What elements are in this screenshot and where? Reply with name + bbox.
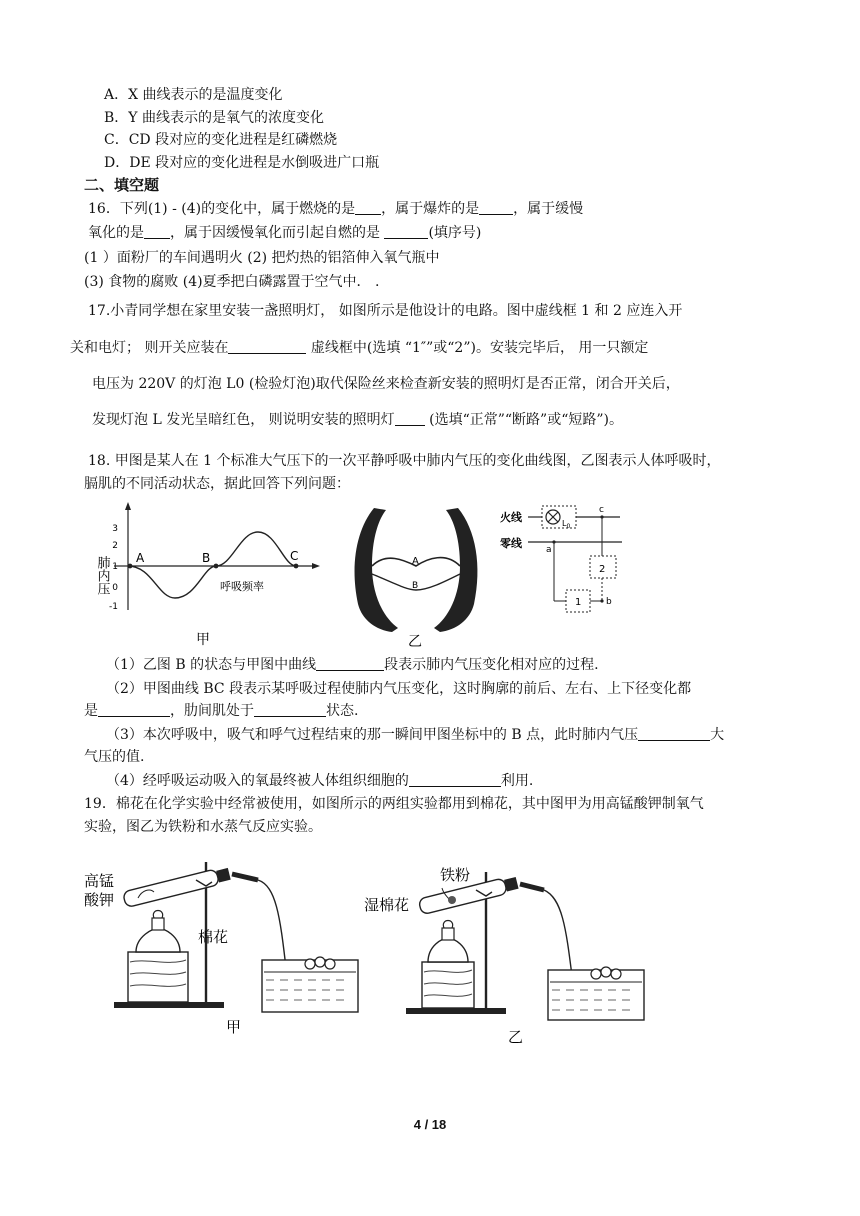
state-a-label: A — [412, 556, 419, 567]
q17-line-4 — [92, 411, 623, 429]
page-number: 4 / 18 — [413, 1117, 447, 1132]
q16-line-1 — [88, 200, 583, 218]
section-title: 二、填空题 — [84, 176, 160, 194]
x-axis-label: 呼吸频率 — [220, 580, 264, 593]
point-c: C — [290, 549, 299, 563]
answer-blank[interactable] — [316, 656, 384, 671]
wet-cotton-label: 湿棉花 — [364, 896, 410, 914]
answer-blank[interactable] — [395, 411, 425, 426]
q18-sub-3 — [106, 726, 724, 744]
answer-blank[interactable] — [638, 726, 710, 741]
answer-blank[interactable] — [254, 702, 326, 717]
q18-line-1: 18. 甲图是某人在 1 个标准大气压下的一次平静呼吸中肺内气压的变化曲线图，乙图表示人体呼吸时， — [88, 453, 721, 469]
q18-text: （1）乙图 B 的状态与甲图中曲线 — [106, 657, 317, 673]
figure-caption: 甲 — [196, 632, 210, 648]
q18-text: 大 — [710, 727, 725, 743]
q16-text: (填序号) — [428, 225, 482, 241]
q17-text: 虚线框中(选填 “1″”或“2”)。安装完毕后， 用一只额定 — [306, 340, 649, 356]
answer-blank[interactable] — [355, 200, 381, 215]
q17-text: 发现灯泡 L 发光呈暗红色， 则说明安装的照明灯 — [92, 412, 395, 428]
q15-option-d: D．DE 段对应的变化进程是水倒吸进广口瓶 — [104, 155, 380, 171]
q15-option-c: C．CD 段对应的变化进程是红磷燃烧 — [104, 132, 338, 148]
iron-powder-label: 铁粉 — [440, 866, 471, 884]
figure-caption: 乙 — [508, 1028, 524, 1046]
answer-blank[interactable] — [144, 224, 170, 239]
figure-caption: 甲 — [226, 1018, 242, 1036]
node-c: c — [599, 505, 604, 515]
q16-text: ，属于缓慢 — [513, 201, 584, 217]
q15-option-b: B．Y 曲线表示的是氧气的浓度变化 — [104, 110, 324, 126]
q18-text: （3）本次呼吸中，吸气和呼气过程结束的那一瞬间甲图坐标中的 B 点，此时肺内气压 — [106, 727, 639, 743]
node-b: b — [606, 597, 612, 607]
lamp-label: $L_0$ — [562, 519, 571, 530]
y-tick: -1 — [109, 602, 118, 612]
q18-text: 状态. — [326, 703, 359, 719]
state-b-label: B — [412, 581, 419, 591]
q15-option-a: A．X 曲线表示的是温度变化 — [104, 87, 283, 103]
q18-text: ，肋间肌处于 — [170, 703, 254, 719]
node-a: a — [546, 545, 552, 555]
q19-line-1: 19．棉花在化学实验中经常被使用，如图所示的两组实验都用到棉花，其中图甲为用高锰酸钾制氧气 — [84, 796, 704, 812]
q17-text: (选填“正常”“断路”或“短路”)。 — [424, 412, 623, 428]
q18-text: （4）经呼吸运动吸入的氧最终被人体组织细胞的 — [106, 773, 409, 789]
q16-text: 16．下列(1) - (4)的变化中，属于燃烧的是 — [88, 201, 356, 217]
q18-text: 段表示肺内气压变化相对应的过程. — [384, 657, 599, 673]
q17-line-1: 17.小青同学想在家里安装一盏照明灯， 如图所示是他设计的电路。图中虚线框 1 和 2 应连入开 — [88, 303, 683, 319]
q18-sub-3-cont: 气压的值. — [84, 749, 145, 765]
y-axis-label: 肺内压 — [94, 556, 110, 595]
q18-text: 是 — [84, 703, 98, 719]
q17-text: 关和电灯； 则开关应装在 — [70, 340, 229, 356]
q18-sub-4 — [106, 772, 533, 790]
q16-line-2 — [88, 224, 481, 242]
q18-sub-2: （2）甲图曲线 BC 段表示某呼吸过程使肺内气压变化，这时胸廓的前后、左右、上下径变化都 — [106, 681, 692, 697]
box-1-label: 1 — [575, 597, 582, 608]
q18-line-2: 膈肌的不同活动状态，据此回答下列问题： — [84, 476, 350, 492]
answer-blank[interactable] — [409, 772, 501, 787]
lab-apparatus-yi — [362, 858, 646, 1044]
live-wire-label: 火线 — [500, 511, 522, 524]
y-tick: 0 — [112, 583, 118, 593]
box-2-label: 2 — [599, 564, 606, 575]
y-tick: 1 — [112, 562, 118, 572]
y-tick: 2 — [112, 541, 118, 551]
diaphragm-figure — [346, 500, 486, 650]
q18-sub-2-cont — [84, 702, 358, 720]
q16-line-3: (1 ）面粉厂的车间遇明火 (2) 把灼热的铝箔伸入氧气瓶中 — [84, 250, 440, 266]
q16-text: ，属于爆炸的是 — [381, 201, 480, 217]
cotton-label: 棉花 — [198, 928, 229, 946]
answer-blank[interactable] — [228, 339, 306, 354]
figure-caption: 乙 — [408, 634, 422, 650]
q18-text: 利用. — [500, 773, 534, 789]
lab-apparatus-jia — [80, 856, 360, 1036]
kmno4-label: 高锰酸钾 — [84, 872, 115, 909]
pressure-curve — [128, 532, 299, 598]
answer-blank[interactable] — [384, 224, 428, 239]
neutral-wire-label: 零线 — [500, 537, 522, 550]
answer-blank[interactable] — [479, 200, 513, 215]
q16-line-4: (3) 食物的腐败 (4)夏季把白磷露置于空气中． . — [84, 274, 380, 290]
q17-line-3: 电压为 220V 的灯泡 L0 (检验灯泡)取代保险丝来检查新安装的照明灯是否正常，闭合开关后， — [92, 376, 680, 392]
circuit-diagram — [498, 498, 638, 618]
q17-line-2 — [70, 339, 648, 357]
y-tick: 3 — [112, 524, 118, 534]
answer-blank[interactable] — [98, 702, 170, 717]
q18-sub-1 — [106, 656, 599, 674]
point-a: A — [136, 551, 145, 565]
q16-text: ，属于因缓慢氧化而引起自燃的是 — [170, 225, 385, 241]
q19-line-2: 实验，图乙为铁粉和水蒸气反应实验。 — [84, 819, 322, 835]
point-b: B — [202, 551, 211, 565]
q16-text: 氧化的是 — [88, 225, 144, 241]
lung-pressure-graph — [94, 498, 330, 650]
